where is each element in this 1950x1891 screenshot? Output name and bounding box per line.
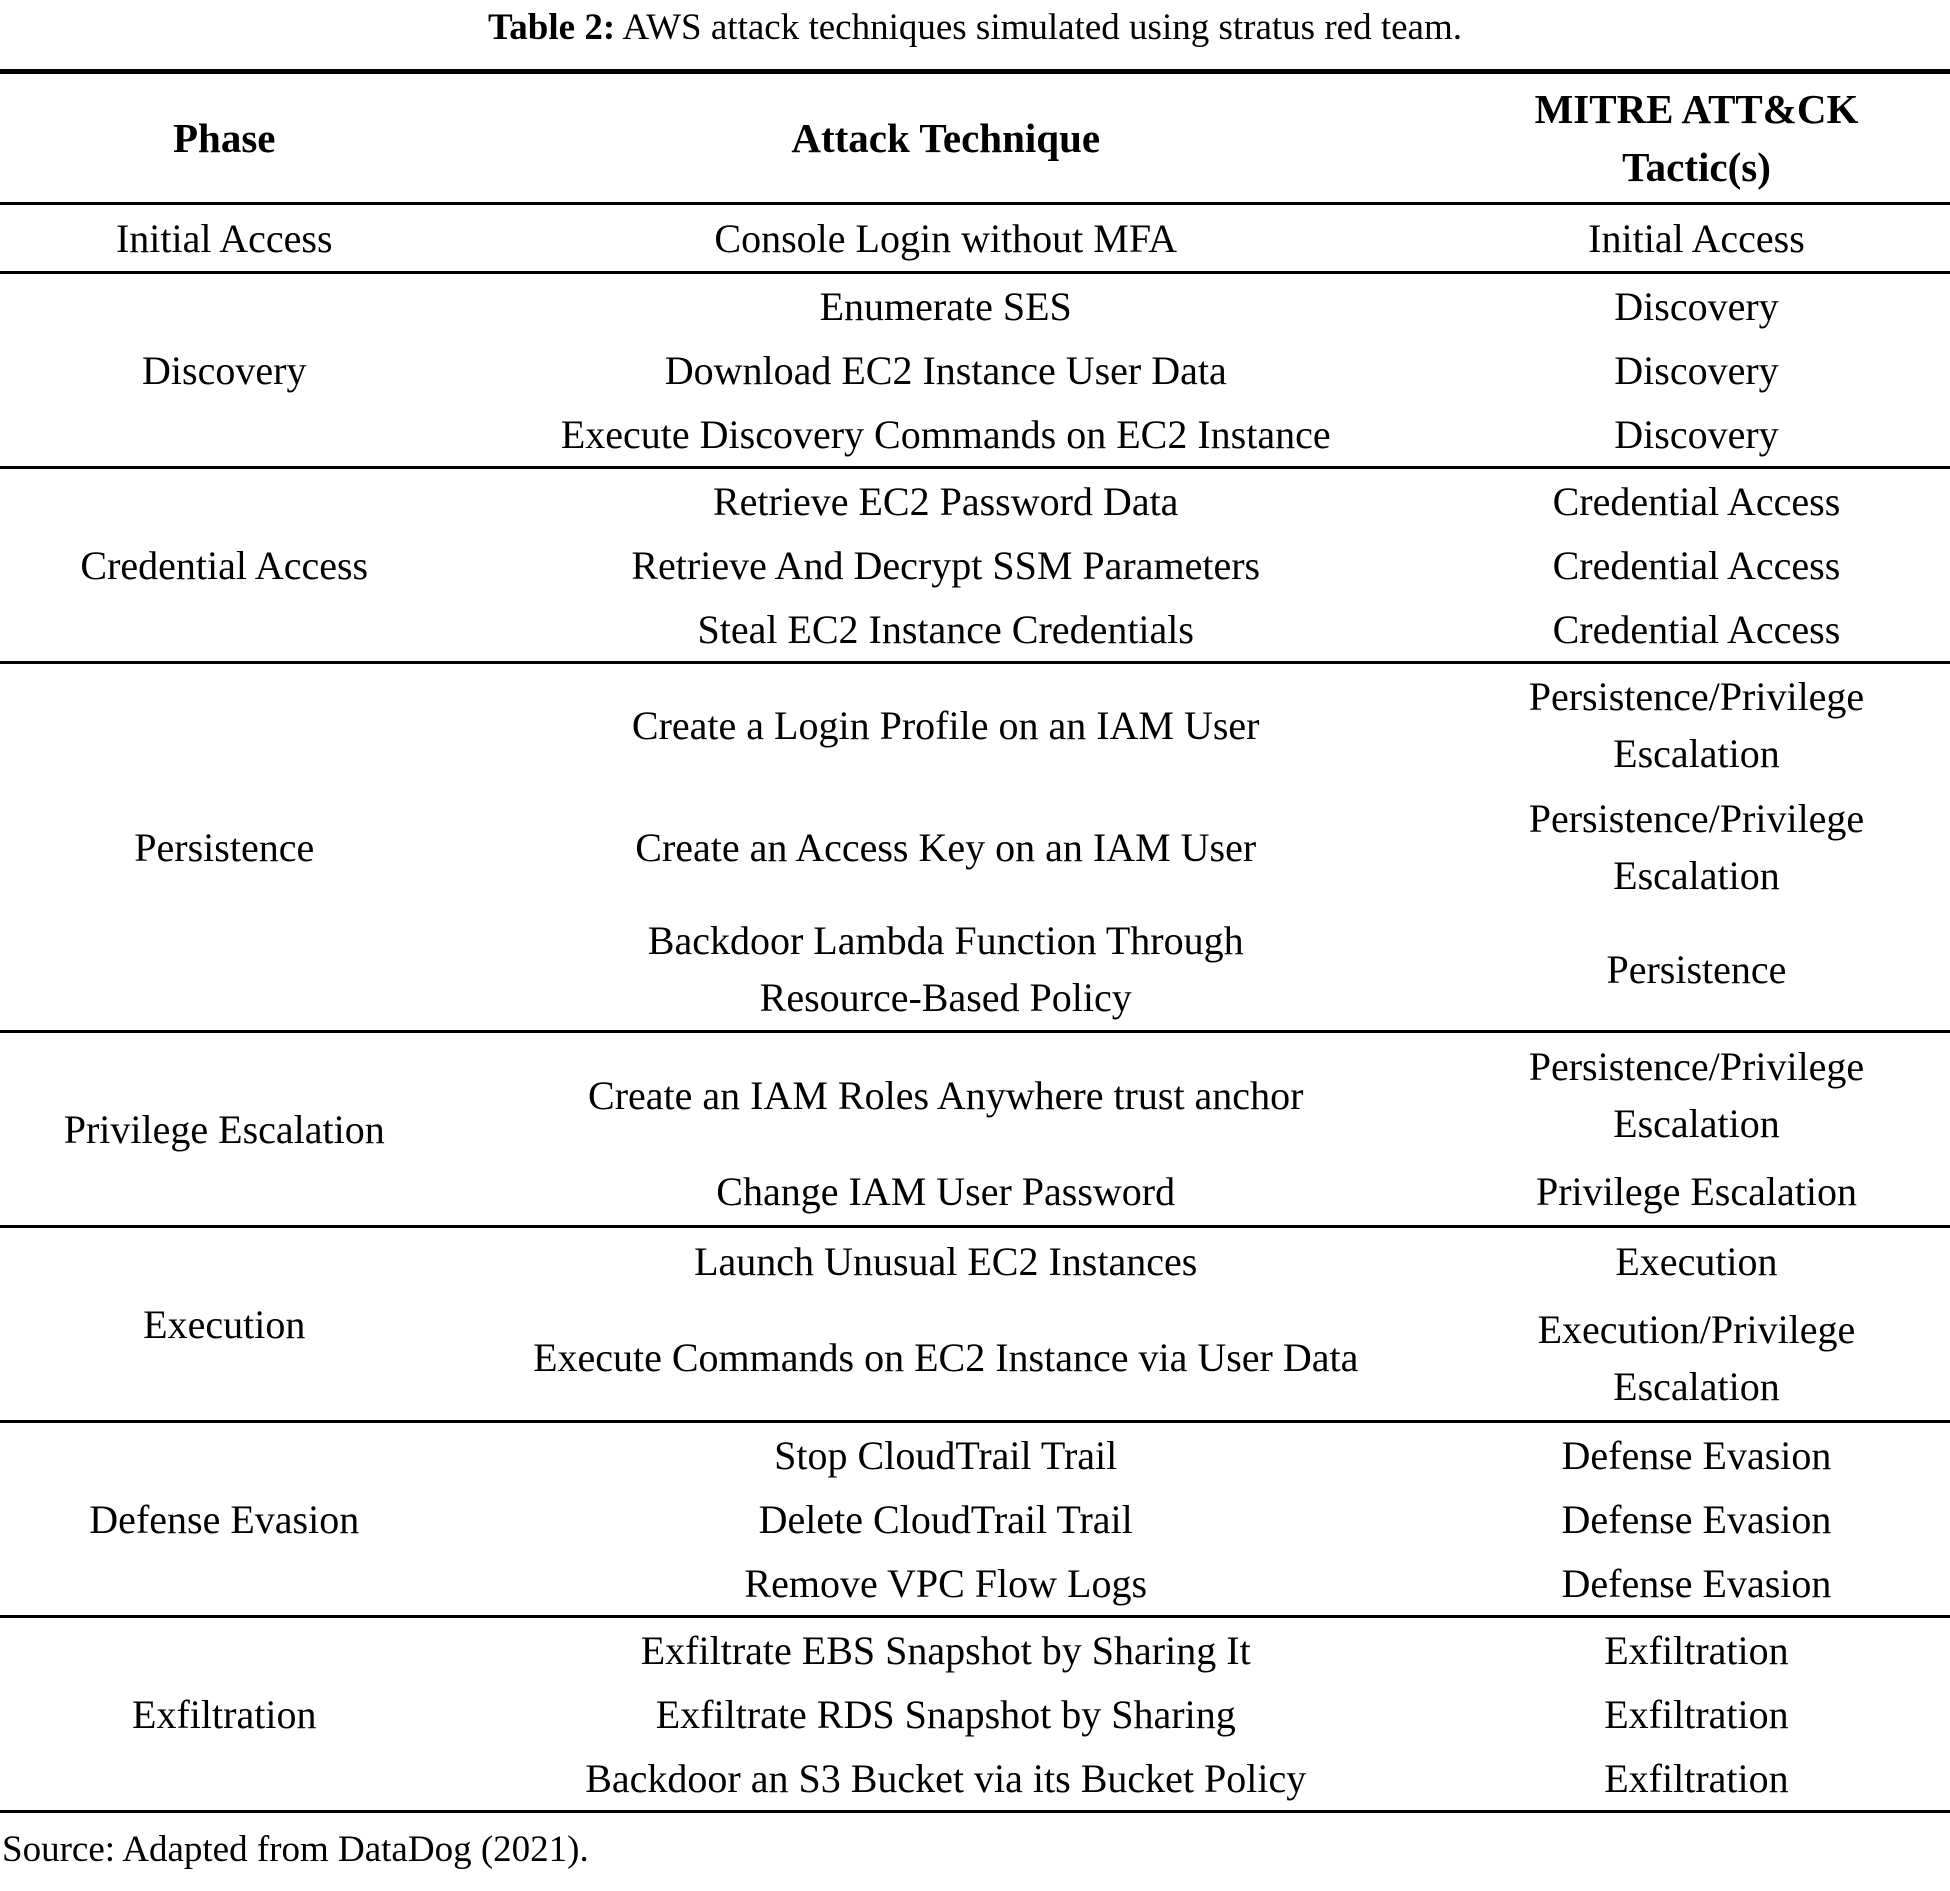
technique-cell: Retrieve And Decrypt SSM Parameters (631, 542, 1261, 588)
phase-cell: Discovery (142, 347, 307, 393)
technique-cell: Enumerate SES (819, 283, 1072, 329)
technique-cell: Retrieve EC2 Password Data (712, 478, 1179, 524)
table-row (449, 1296, 1950, 1421)
table-header-row (0, 74, 1950, 202)
tactic-cell: Execution (1615, 1239, 1778, 1285)
tactic-cell: Defense Evasion (1561, 1496, 1832, 1542)
tactic-cell: Defense Evasion (1561, 1560, 1832, 1606)
tactic-cell: Exfiltration (1604, 1627, 1789, 1673)
technique-cell: Exfiltrate RDS Snapshot by Sharing (655, 1691, 1236, 1737)
technique-cell: Launch Unusual EC2 Instances (694, 1239, 1198, 1285)
table-row-group-privilege-escalation (0, 1033, 1950, 1225)
tactic-cell: Credential Access (1552, 542, 1841, 588)
tactic-cell: Execution/Privilege Escalation (1537, 1306, 1856, 1409)
table-row (449, 1487, 1950, 1551)
tactic-cell: Exfiltration (1604, 1691, 1789, 1737)
table-row (449, 786, 1950, 908)
table-caption-text: AWS attack techniques simulated using stratus red team. (622, 7, 1462, 48)
technique-cell: Backdoor Lambda Function Through Resource-Based Policy (647, 918, 1244, 1020)
table-row (449, 1228, 1950, 1296)
table-row (449, 1746, 1950, 1810)
tactic-cell: Credential Access (1552, 478, 1841, 524)
technique-cell: Exfiltrate EBS Snapshot by Sharing It (640, 1627, 1251, 1673)
table-row (449, 533, 1950, 597)
column-header-mitre-tactics (1443, 80, 1950, 196)
technique-cell: Execute Discovery Commands on EC2 Instance (560, 411, 1331, 457)
phase-cell: Initial Access (115, 215, 333, 261)
table-row (449, 402, 1950, 466)
table-row-group-persistence (0, 664, 1950, 1030)
technique-cell: Execute Commands on EC2 Instance via User Data (533, 1335, 1359, 1381)
table-row (449, 1033, 1950, 1158)
column-header-phase: Phase (173, 115, 276, 161)
table-row (449, 1682, 1950, 1746)
technique-cell: Create a Login Profile on an IAM User (631, 702, 1260, 748)
table-row (449, 338, 1950, 402)
phase-cell: Execution (143, 1301, 306, 1347)
table-caption-label: Table 2: (488, 7, 616, 48)
tactic-cell: Discovery (1614, 283, 1779, 329)
technique-cell: Download EC2 Instance User Data (664, 347, 1227, 393)
table-row-group-defense-evasion (0, 1423, 1950, 1615)
tactic-cell: Credential Access (1552, 606, 1841, 652)
table-row (449, 908, 1950, 1030)
technique-cell: Backdoor an S3 Bucket via its Bucket Policy (585, 1755, 1307, 1801)
table-row-group-credential-access (0, 469, 1950, 661)
tactic-cell: Initial Access (1588, 215, 1805, 261)
tactic-cell: Persistence/Privilege Escalation (1528, 1044, 1865, 1147)
table-row (449, 597, 1950, 661)
tactic-cell: Persistence/Privilege Escalation (1528, 674, 1865, 776)
tactic-cell: Discovery (1614, 347, 1779, 393)
phase-cell: Privilege Escalation (63, 1106, 385, 1152)
table-row-group-execution (0, 1228, 1950, 1420)
column-header-mitre-line1: MITRE ATT&CK (1534, 86, 1859, 132)
technique-cell: Console Login without MFA (714, 215, 1178, 261)
table-row (449, 274, 1950, 338)
technique-cell: Create an Access Key on an IAM User (635, 824, 1257, 870)
phase-cell: Credential Access (80, 542, 369, 588)
table-row (449, 1551, 1950, 1615)
tactic-cell: Persistence (1606, 946, 1787, 992)
technique-cell: Steal EC2 Instance Credentials (697, 606, 1194, 652)
table-row (449, 664, 1950, 786)
technique-cell: Create an IAM Roles Anywhere trust anchor (588, 1072, 1304, 1118)
phase-cell: Persistence (134, 824, 315, 870)
technique-cell: Change IAM User Password (716, 1168, 1176, 1214)
table-row-group-exfiltration (0, 1618, 1950, 1810)
technique-cell: Remove VPC Flow Logs (744, 1560, 1148, 1606)
table-row (449, 205, 1950, 271)
technique-cell: Delete CloudTrail Trail (758, 1496, 1133, 1542)
phase-cell: Exfiltration (132, 1691, 317, 1737)
tactic-cell: Exfiltration (1604, 1755, 1789, 1801)
table-row (449, 1423, 1950, 1487)
table-row (449, 1158, 1950, 1226)
table-row-group-initial-access (0, 205, 1950, 271)
column-header-mitre-line2: Tactic(s) (1622, 144, 1771, 190)
tactic-cell: Defense Evasion (1561, 1432, 1832, 1478)
technique-cell: Stop CloudTrail Trail (774, 1432, 1118, 1478)
table-row (449, 469, 1950, 533)
table-row (449, 1618, 1950, 1682)
tactic-cell: Privilege Escalation (1535, 1168, 1857, 1214)
table-caption (0, 0, 1950, 69)
tactic-cell: Persistence/Privilege Escalation (1528, 796, 1865, 898)
column-header-attack-technique: Attack Technique (791, 115, 1101, 161)
tactic-cell: Discovery (1614, 411, 1779, 457)
source-note: Source: Adapted from DataDog (2021). (2, 1829, 589, 1870)
table-row-group-discovery (0, 274, 1950, 466)
phase-cell: Defense Evasion (89, 1496, 360, 1542)
